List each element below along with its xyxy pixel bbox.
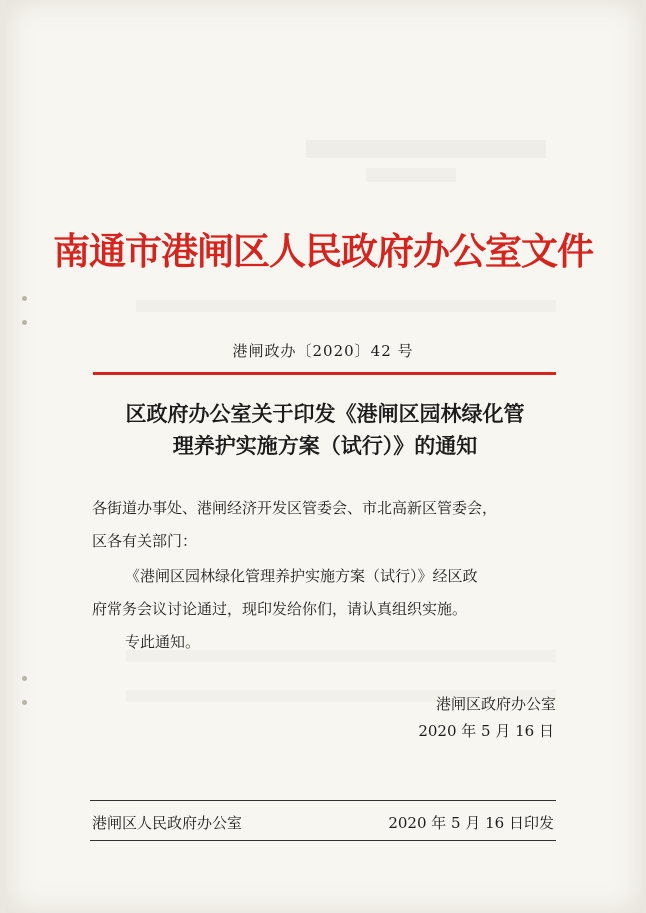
bleed-through-shadow xyxy=(366,168,456,182)
signature-date: 2020 年 5 月 16 日 xyxy=(418,722,554,740)
footer-bottom-rule xyxy=(90,840,556,841)
notice-title-line: 理养护实施方案（试行）》的通知 xyxy=(172,433,478,458)
red-divider-line xyxy=(93,372,556,375)
recipients-line: 区各有关部门： xyxy=(92,532,198,550)
footer-top-rule xyxy=(90,800,556,801)
footer-print-date: 2020 年 5 月 16 日印发 xyxy=(388,814,554,832)
binding-hole xyxy=(22,320,27,325)
bleed-through-shadow xyxy=(136,300,556,312)
recipients-line: 各街道办事处、港闸经济开发区管委会、市北高新区管委会， xyxy=(92,499,498,517)
notice-title-line: 区政府办公室关于印发《港闸区园林绿化管 xyxy=(125,401,525,426)
signature-organization: 港闸区政府办公室 xyxy=(435,695,556,713)
footer-issuer: 港闸区人民政府办公室 xyxy=(92,814,243,832)
issuer-header-title: 南通市港闸区人民政府办公室文件 xyxy=(53,230,593,273)
body-paragraph-line: 府常务会议讨论通过，现印发给你们，请认真组织实施。 xyxy=(92,600,468,618)
body-paragraph-line: 《港闸区园林绿化管理养护实施方案（试行）》经区政 xyxy=(125,567,478,585)
notice-title xyxy=(80,398,570,462)
document-number: 港闸政办〔2020〕42 号 xyxy=(232,342,414,360)
binding-hole xyxy=(22,296,27,301)
closing-line: 专此通知。 xyxy=(125,633,201,651)
binding-hole xyxy=(22,700,27,705)
bleed-through-shadow xyxy=(306,140,546,158)
binding-hole xyxy=(22,676,27,681)
